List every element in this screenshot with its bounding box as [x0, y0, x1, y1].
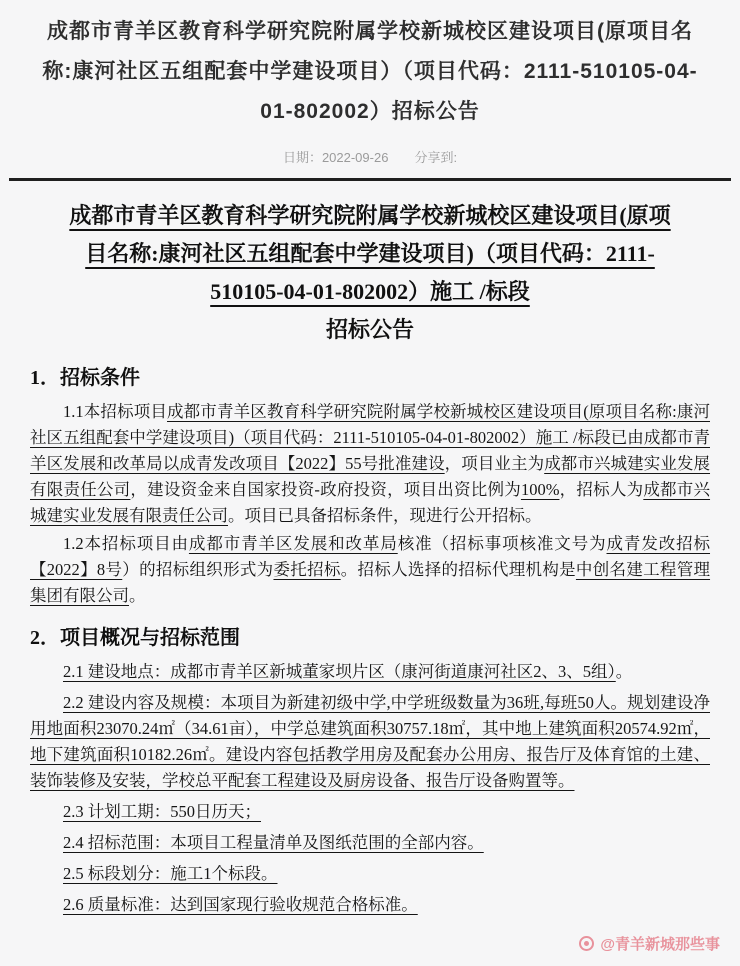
publish-date: 日期：2022-09-26	[282, 150, 389, 165]
watermark	[579, 933, 720, 954]
item-2-5: 2.5 标段划分：施工1个标段。	[63, 864, 278, 883]
share-link[interactable]: 分享到:	[414, 150, 458, 165]
page-header	[0, 0, 740, 166]
camera-icon	[579, 936, 594, 951]
paragraph-1-2: 1.2本招标项目由成都市青羊区发展和改革局核准（招标事项核准文号为成青发改招标【2022】8号）的招标组织形式为委托招标。招标人选择的招标代理机构是中创名建工程管理集团有限公司。	[30, 534, 711, 605]
item-2-6: 2.6 质量标准：达到国家现行验收规范合格标准。	[63, 895, 418, 914]
paragraph-1-1: 1.1本招标项目成都市青羊区教育科学研究院附属学校新城校区建设项目(原项目名称:康河社区五组配套中学建设项目)（项目代码：2111-510105-04-01-802002）施工 /标段已由成都市青羊区发展和改革局以成青发改项目【2022】55号批准建设，项目业主为成都市兴城建实业发展有限责任公司，建设资金来自国家投资-政府投资，项目出资比例为100%，招标人为成都市兴城建实业发展有限责任公司。项目已具备招标条件，现进行公开招标。	[30, 402, 711, 525]
document-title-sub: 招标公告	[325, 317, 414, 342]
section-2-heading: 2．项目概况与招标范围	[30, 627, 240, 649]
document-title-main: 成都市青羊区教育科学研究院附属学校新城校区建设项目(原项目名称:康河社区五组配套中学建设项目)（项目代码：2111-510105-04-01-802002）施工 /标段	[69, 203, 671, 304]
item-2-4: 2.4 招标范围：本项目工程量清单及图纸范围的全部内容。	[63, 833, 484, 852]
document	[0, 181, 740, 918]
document-title	[60, 197, 680, 349]
page-title: 成都市青羊区教育科学研究院附属学校新城校区建设项目(原项目名称:康河社区五组配套中学建设项目）（项目代码：2111-510105-04-01-802002）招标公告	[42, 20, 698, 123]
item-2-1: 2.1 建设地点：成都市青羊区新城董家坝片区（康河街道康河社区2、3、5组）。	[63, 662, 633, 681]
section-1-heading: 1．招标条件	[30, 367, 140, 389]
watermark-text: @青羊新城那些事	[600, 936, 720, 953]
item-2-3: 2.3 计划工期：550日历天；	[63, 802, 261, 821]
meta-row	[34, 147, 706, 166]
item-2-2: 2.2 建设内容及规模：本项目为新建初级中学,中学班级数量为36班,每班50人。规划建设净用地面积23070.24㎡（34.61亩），中学总建筑面积30757.18㎡，其中地上建筑面积20574.92㎡，地下建筑面积10182.26㎡。建设内容包括教学用房及配套办公用房、报告厅及体育馆的土建、装饰装修及安装，学校总平配套工程建设及厨房设备、报告厅设备购置等。	[30, 693, 710, 790]
